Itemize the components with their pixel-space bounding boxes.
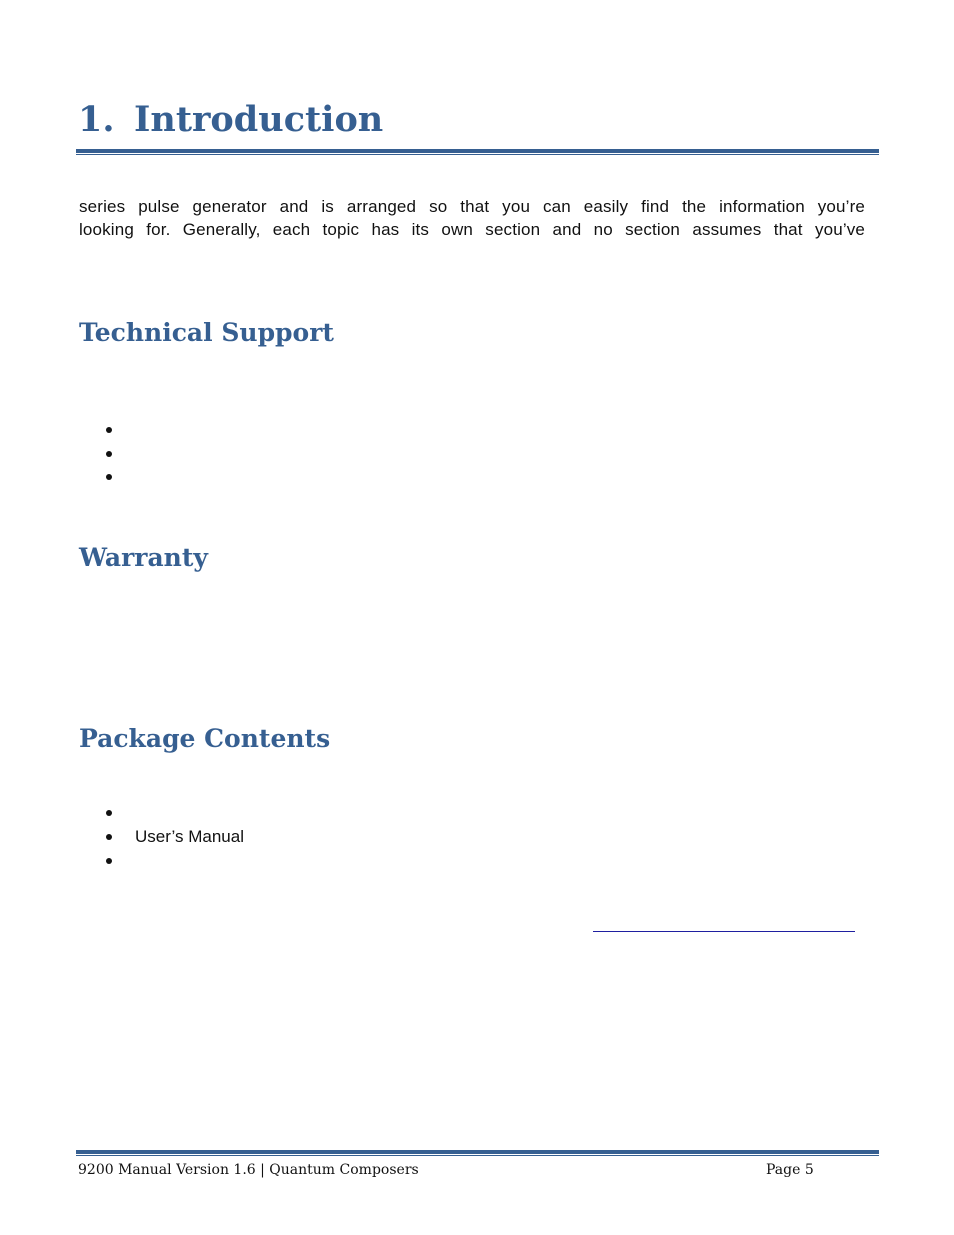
intro-paragraph [79,195,865,241]
package-contents-bullet [105,851,113,871]
footer-document-info: 9200 Manual Version 1.6 | Quantum Composers [78,1162,419,1178]
chapter-title-text: Introduction [134,99,384,140]
footer-rule-thin [76,1155,879,1156]
technical-support-bullet [105,420,113,440]
footer-page-number: Page 5 [766,1162,814,1178]
intro-line: series pulse generator and is arranged so that you can easily find the information you’re [79,197,865,216]
technical-support-heading: Technical Support [79,318,334,347]
chapter-title [78,96,383,144]
header-rule [76,149,879,153]
warranty-heading: Warranty [79,543,208,572]
footer-rule [76,1150,879,1154]
chapter-number: 1. [78,99,115,140]
package-contents-heading: Package Contents [79,724,331,753]
technical-support-bullet [105,467,113,487]
header-rule-thin [76,154,879,155]
hyperlink-underline[interactable] [593,931,855,932]
package-contents-bullet [105,827,113,847]
package-contents-bullet [105,803,113,823]
technical-support-bullet [105,444,113,464]
package-contents-bullet-text: User’s Manual [135,827,244,846]
intro-line: looking for. Generally, each topic has its own section and no section assumes that you’ve [79,220,865,239]
